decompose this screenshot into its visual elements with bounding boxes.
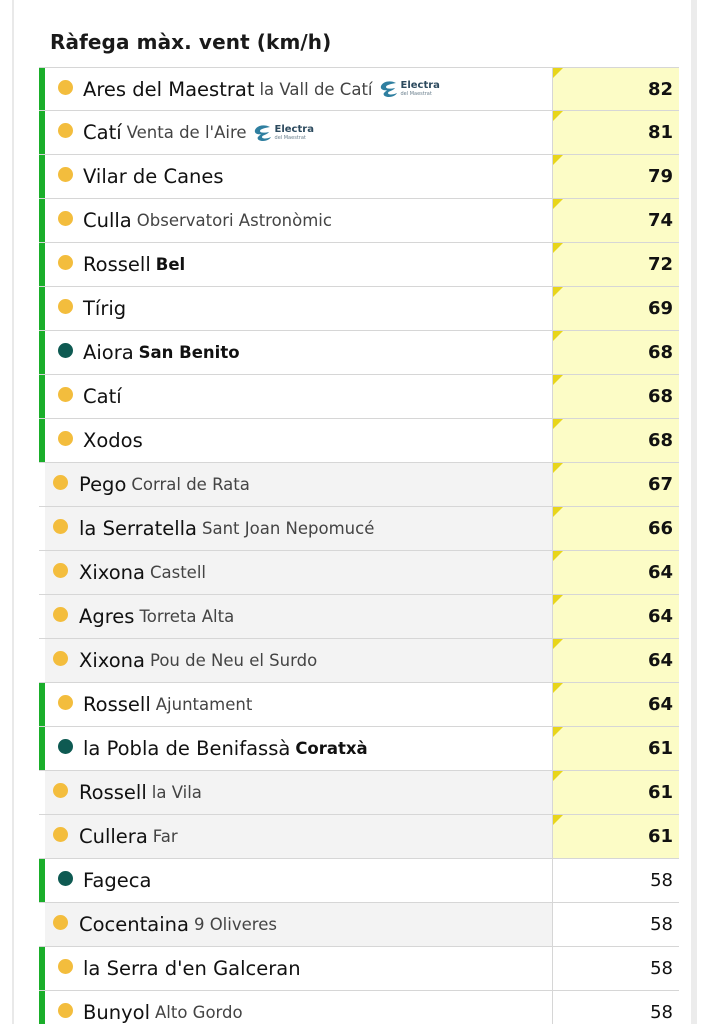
table-row[interactable] [39, 815, 679, 859]
station-name-cell[interactable] [45, 991, 553, 1024]
gust-value-cell[interactable] [553, 859, 679, 902]
station-town: Pego [79, 473, 127, 496]
gust-value-cell[interactable] [553, 551, 679, 594]
station-town: Vilar de Canes [83, 165, 224, 188]
gust-value-cell[interactable] [553, 331, 679, 374]
station-dot-yellow-icon [58, 387, 73, 402]
station-location: Venta de l'Aire [126, 123, 247, 142]
station-location: Bel [155, 255, 186, 274]
station-name-cell[interactable] [45, 947, 553, 990]
station-town: Ares del Maestrat [83, 77, 255, 101]
highlight-corner-icon [553, 68, 563, 78]
gust-value-cell[interactable] [553, 463, 679, 506]
gust-value-cell[interactable] [553, 419, 679, 462]
station-town: la Serra d'en Galceran [83, 957, 301, 980]
station-town: Xodos [83, 429, 143, 452]
gust-value: 58 [650, 1002, 673, 1023]
station-dot-yellow-icon [58, 167, 73, 182]
station-dot-yellow-icon [58, 255, 73, 270]
table-row[interactable] [39, 947, 679, 991]
gust-value-cell[interactable] [553, 595, 679, 638]
electra-logo-text: Electra [400, 80, 440, 91]
station-dot-yellow-icon [58, 1003, 73, 1018]
station-name-cell[interactable] [45, 683, 553, 726]
table-row[interactable] [39, 375, 679, 419]
table-row[interactable] [39, 639, 679, 683]
station-name-cell[interactable] [45, 507, 553, 550]
electra-logo-subtext: del Maestrat [274, 134, 306, 141]
station-dot-teal-icon [58, 343, 73, 358]
station-town: Catí [83, 385, 122, 408]
station-location: Torreta Alta [139, 607, 235, 626]
highlight-corner-icon [553, 507, 563, 517]
station-dot-yellow-icon [53, 519, 68, 534]
station-dot-yellow-icon [58, 695, 73, 710]
station-town: Bunyol [83, 1001, 150, 1024]
station-dot-teal-icon [58, 871, 73, 886]
highlight-corner-icon [553, 551, 563, 561]
station-town: Cullera [79, 825, 148, 848]
table-row[interactable] [39, 991, 679, 1024]
station-dot-yellow-icon [58, 299, 73, 314]
station-town: Fageca [83, 869, 152, 892]
table-row[interactable] [39, 903, 679, 947]
station-town: Xixona [79, 649, 145, 672]
station-town: Cocentaina [79, 913, 189, 936]
station-town: Catí [83, 121, 122, 144]
station-dot-yellow-icon [53, 563, 68, 578]
highlight-corner-icon [553, 199, 563, 209]
gust-value: 79 [647, 166, 673, 187]
table-row[interactable] [39, 67, 679, 111]
gust-value: 66 [647, 518, 673, 539]
gust-value: 68 [647, 430, 673, 451]
station-town: Rossell [83, 253, 151, 276]
table-row[interactable] [39, 419, 679, 463]
gust-value: 61 [647, 826, 673, 847]
electra-logo-text: Electra [274, 123, 314, 135]
gust-value: 58 [650, 870, 673, 891]
station-location: Coratxà [295, 739, 368, 758]
station-name-cell[interactable] [45, 595, 553, 638]
gust-value: 82 [647, 78, 673, 100]
table-title: Ràfega màx. vent (km/h) [50, 30, 332, 54]
table-row[interactable] [39, 551, 679, 595]
highlight-corner-icon [553, 287, 563, 297]
station-dot-yellow-icon [53, 783, 68, 798]
station-location: Ajuntament [155, 695, 253, 714]
station-name-cell[interactable] [45, 111, 553, 154]
gust-value: 72 [647, 254, 673, 275]
station-location: Far [152, 827, 178, 846]
table-row[interactable] [39, 111, 679, 155]
table-row[interactable] [39, 771, 679, 815]
gust-value-cell[interactable] [553, 771, 679, 814]
table-row[interactable] [39, 155, 679, 199]
gust-value-cell[interactable] [553, 375, 679, 418]
gust-value-cell[interactable] [553, 111, 679, 154]
gust-value: 67 [647, 474, 673, 495]
station-name-cell[interactable] [45, 815, 553, 858]
table-row[interactable] [39, 331, 679, 375]
electra-logo-icon [253, 121, 314, 145]
table-row[interactable] [39, 243, 679, 287]
gust-value-cell[interactable] [553, 507, 679, 550]
station-dot-yellow-icon [58, 959, 73, 974]
gust-value-cell[interactable] [553, 947, 679, 990]
table-row[interactable] [39, 595, 679, 639]
highlight-corner-icon [553, 463, 563, 473]
station-dot-yellow-icon [53, 827, 68, 842]
gust-value-cell[interactable] [553, 903, 679, 946]
station-name-cell[interactable] [45, 639, 553, 682]
table-row[interactable] [39, 463, 679, 507]
gust-value-cell[interactable] [553, 68, 679, 110]
gust-value: 61 [647, 738, 673, 759]
station-town: Agres [79, 605, 135, 628]
station-name-cell[interactable] [45, 727, 553, 770]
station-town: la Serratella [79, 517, 198, 540]
station-name-cell[interactable] [45, 68, 553, 110]
gust-value-cell[interactable] [553, 287, 679, 330]
electra-logo-icon [379, 77, 440, 101]
station-location: Sant Joan Nepomucé [202, 519, 375, 538]
gust-value: 81 [647, 122, 673, 143]
electra-logo-subtext: del Maestrat [400, 91, 432, 97]
highlight-corner-icon [553, 683, 563, 693]
station-dot-teal-icon [58, 739, 73, 754]
highlight-corner-icon [553, 771, 563, 781]
gust-value: 64 [647, 694, 673, 715]
table-row[interactable] [39, 727, 679, 771]
highlight-corner-icon [553, 639, 563, 649]
highlight-corner-icon [553, 419, 563, 429]
station-name-cell[interactable] [45, 243, 553, 286]
gust-value-cell[interactable] [553, 727, 679, 770]
station-location: Alto Gordo [154, 1003, 243, 1022]
station-location: 9 Oliveres [193, 915, 277, 934]
gust-value: 58 [650, 958, 673, 979]
station-name-cell[interactable] [45, 155, 553, 198]
table-row[interactable] [39, 507, 679, 551]
station-location: la Vall de Catí [259, 79, 373, 99]
gust-value-cell[interactable] [553, 199, 679, 242]
highlight-corner-icon [553, 111, 563, 121]
station-dot-yellow-icon [53, 915, 68, 930]
highlight-corner-icon [553, 331, 563, 341]
station-dot-yellow-icon [53, 607, 68, 622]
highlight-corner-icon [553, 595, 563, 605]
highlight-corner-icon [553, 375, 563, 385]
station-name-cell[interactable] [45, 287, 553, 330]
station-location: la Vila [151, 783, 202, 802]
table-row[interactable] [39, 199, 679, 243]
station-location: Castell [149, 563, 206, 582]
highlight-corner-icon [553, 155, 563, 165]
station-name-cell[interactable] [45, 771, 553, 814]
station-dot-yellow-icon [58, 123, 73, 138]
gust-value: 61 [647, 782, 673, 803]
station-name-cell[interactable] [45, 331, 553, 374]
station-location: Observatori Astronòmic [136, 211, 332, 230]
gust-value: 64 [647, 562, 673, 583]
gust-value: 68 [647, 386, 673, 407]
station-name-cell[interactable] [45, 859, 553, 902]
station-name-cell[interactable] [45, 199, 553, 242]
station-location: Pou de Neu el Surdo [149, 651, 318, 670]
station-town: Rossell [83, 693, 151, 716]
gust-value: 64 [647, 606, 673, 627]
station-dot-yellow-icon [58, 80, 73, 95]
station-town: Aiora [83, 341, 134, 364]
station-town: la Pobla de Benifassà [83, 737, 291, 760]
station-town: Rossell [79, 781, 147, 804]
gust-value-cell[interactable] [553, 683, 679, 726]
station-dot-yellow-icon [53, 475, 68, 490]
station-dot-yellow-icon [58, 211, 73, 226]
gust-value-cell[interactable] [553, 815, 679, 858]
station-name-cell[interactable] [45, 903, 553, 946]
station-town: Culla [83, 209, 132, 232]
gust-value: 69 [647, 298, 673, 319]
highlight-corner-icon [553, 815, 563, 825]
highlight-corner-icon [553, 243, 563, 253]
station-town: Xixona [79, 561, 145, 584]
station-name-cell[interactable] [45, 463, 553, 506]
table-row[interactable] [39, 683, 679, 727]
gust-value: 68 [647, 342, 673, 363]
wind-gust-table [39, 67, 679, 1024]
station-dot-yellow-icon [58, 431, 73, 446]
station-dot-yellow-icon [53, 651, 68, 666]
table-row[interactable] [39, 287, 679, 331]
gust-value-cell[interactable] [553, 639, 679, 682]
station-name-cell[interactable] [45, 551, 553, 594]
page-left-border [12, 0, 14, 1024]
gust-value-cell[interactable] [553, 243, 679, 286]
highlight-corner-icon [553, 727, 563, 737]
station-location: San Benito [138, 343, 240, 362]
gust-value-cell[interactable] [553, 991, 679, 1024]
station-town: Tírig [83, 297, 127, 320]
station-name-cell[interactable] [45, 375, 553, 418]
page-right-border [691, 0, 697, 1024]
gust-value: 58 [650, 914, 673, 935]
gust-value: 64 [647, 650, 673, 671]
gust-value-cell[interactable] [553, 155, 679, 198]
gust-value: 74 [647, 210, 673, 231]
station-name-cell[interactable] [45, 419, 553, 462]
station-location: Corral de Rata [131, 475, 250, 494]
table-row[interactable] [39, 859, 679, 903]
